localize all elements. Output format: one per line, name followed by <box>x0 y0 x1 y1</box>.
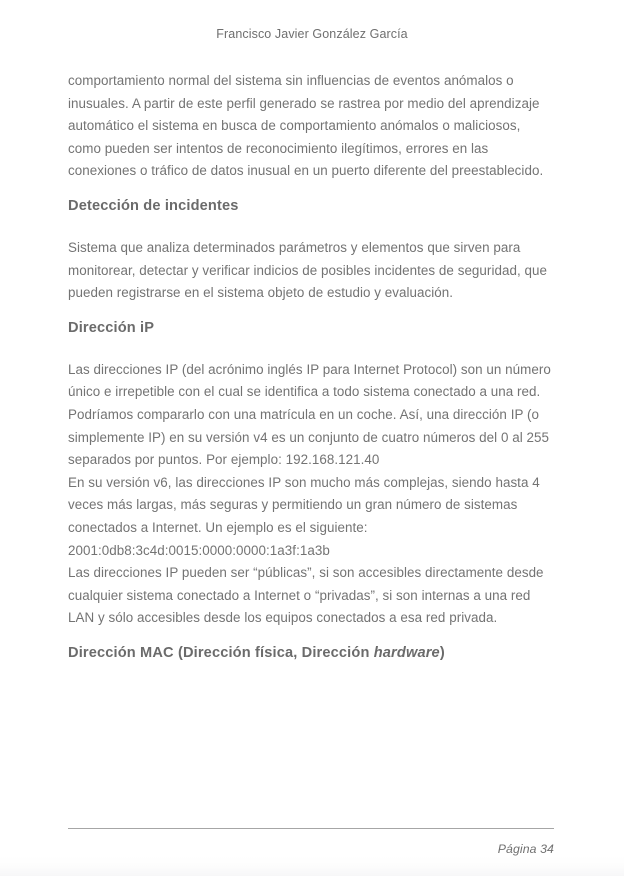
spacer <box>68 216 554 237</box>
paragraph-intro: comportamiento normal del sistema sin influencias de eventos anómalos o inusuales. A partir de este perfil generado se rastrea por medio del aprendizaje automático el sistema en busca de comportamiento anómalos o maliciosos, como pueden ser intentos de reconocimiento ilegítimos, errores en las conexiones o tráfico de datos inusual en un puerto diferente del preestablecido. <box>68 73 544 179</box>
paragraph-deteccion-de-incidentes: Sistema que analiza determinados parámetros y elementos que sirven para monitorear, detectar y verificar indicios de posibles incidentes de seguridad, que pueden registrarse en el sistema objeto de estudio y evaluación. <box>68 239 547 301</box>
page-content <box>68 70 554 663</box>
page-bottom-edge <box>0 856 624 876</box>
paragraph-ip-v4: Podríamos compararlo con una matrícula en un coche. Así, una dirección IP (o simplemente IP) en su versión v4 es un conjunto de cuatro números del 0 al 255 separados por puntos. Por ejemplo: 192.168.121.40 <box>68 406 550 468</box>
heading-direccion-ip: Dirección iP <box>68 319 155 336</box>
paragraph-ip-definicion: Las direcciones IP (del acrónimo inglés IP para Internet Protocol) son un número único e irrepetible con el cual se identifica a todo sistema conectado a una red. <box>68 361 551 400</box>
heading-direccion-mac-closing: ) <box>439 644 445 661</box>
heading-direccion-mac-emphasis: hardware <box>373 644 440 661</box>
spacer <box>68 183 554 196</box>
page-footer <box>68 828 554 856</box>
paragraph-ip-publicas-privadas: Las direcciones IP pueden ser “públicas”, si son accesibles directamente desde cualquier sistema conectado a Internet o “privadas”, si son internas a una red LAN y sólo accesibles desde los equipos conectados a esa red privada. <box>68 565 544 626</box>
spacer <box>68 338 554 359</box>
page-number: Página 34 <box>497 842 554 856</box>
footer-divider <box>68 828 554 829</box>
paragraph-ip-v6: En su versión v6, las direcciones IP son mucho más complejas, siendo hasta 4 veces más largas, más seguras y permitiendo un gran número de sistemas conectados a Internet. Un ejemplo es el siguiente: 2001:0db8:3c4d:0015:0000:0000:1a3f:1a3b <box>68 474 540 558</box>
spacer <box>68 305 554 318</box>
heading-direccion-mac <box>68 643 554 663</box>
spacer <box>68 630 554 643</box>
heading-direccion-mac-text: Dirección MAC (Dirección física, Dirección <box>68 644 374 661</box>
running-head: Francisco Javier González García <box>216 27 408 41</box>
heading-deteccion-de-incidentes: Detección de incidentes <box>68 197 239 214</box>
